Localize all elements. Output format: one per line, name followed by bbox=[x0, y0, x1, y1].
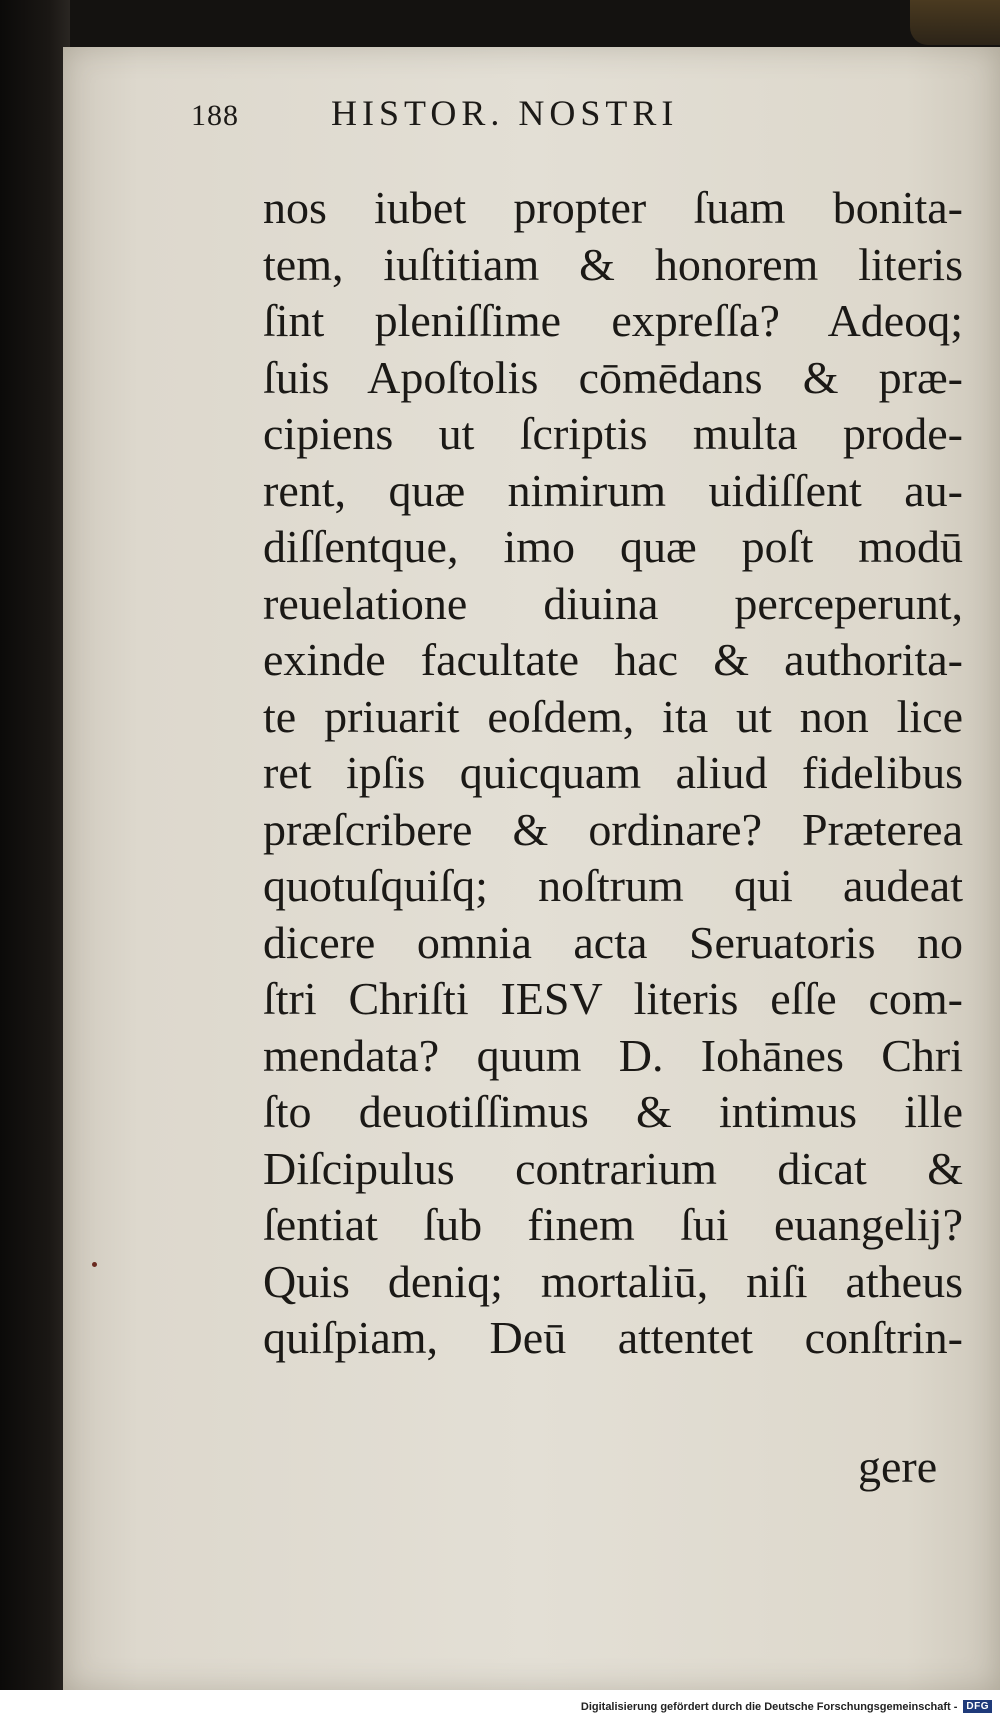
text-line: Diſcipulus contrarium dicat & bbox=[263, 1142, 963, 1194]
text-line: mendata? quum D. Iohānes Chri bbox=[263, 1029, 963, 1081]
text-line: reuelatione diuina perceperunt, bbox=[263, 577, 963, 629]
catchword: gere bbox=[858, 1441, 938, 1492]
text-line: tem, iuſtitiam & honorem literis bbox=[263, 238, 963, 290]
text-line: ſtri Chriſti IESV literis eſſe com- bbox=[263, 973, 963, 1024]
running-head: HISTOR. NOSTRI bbox=[331, 93, 679, 133]
text-line: exinde facultate hac & authorita- bbox=[263, 634, 963, 685]
dfg-logo: DFG bbox=[963, 1700, 992, 1713]
text-line: ſint pleniſſime expreſſa? Adeoq; bbox=[263, 295, 963, 346]
text-line: ſto deuotiſſimus & intimus ille bbox=[263, 1086, 963, 1137]
text-line: quiſpiam, Deū attentet conſtrin- bbox=[263, 1312, 963, 1363]
ink-speck bbox=[92, 1262, 97, 1267]
text-line: te priuarit eoſdem, ita ut non lice bbox=[263, 690, 963, 742]
body-text bbox=[263, 180, 963, 1480]
book-spine-shadow bbox=[0, 0, 70, 1690]
text-line: ſentiat ſub finem ſui euangelij? bbox=[263, 1199, 963, 1250]
page-number: 188 bbox=[191, 99, 239, 132]
text-line: dicere omnia acta Seruatoris no bbox=[263, 916, 963, 968]
text-line: cipiens ut ſcriptis multa prode- bbox=[263, 408, 963, 459]
text-line: Quis deniq; mortaliū, niſi atheus bbox=[263, 1255, 963, 1307]
text-line: ſuis Apoſtolis cōmēdans & præ- bbox=[263, 351, 963, 403]
corner-tab bbox=[910, 0, 1000, 45]
text-line: quotuſquiſq; noſtrum qui audeat bbox=[263, 860, 963, 911]
text-line: ret ipſis quicquam aliud fidelibus bbox=[263, 747, 963, 798]
text-line: nos iubet propter ſuam bonita- bbox=[263, 182, 963, 233]
footer-credit: Digitalisierung gefördert durch die Deutsche Forschungsgemeinschaft - bbox=[580, 1700, 958, 1713]
page-header bbox=[191, 92, 871, 162]
text-line: rent, quæ nimirum uidiſſent au- bbox=[263, 464, 963, 516]
footer-bar bbox=[0, 1690, 1000, 1723]
text-line: diſſentque, imo quæ poſt modū bbox=[263, 521, 963, 572]
text-line: præſcribere & ordinare? Præterea bbox=[263, 803, 963, 855]
